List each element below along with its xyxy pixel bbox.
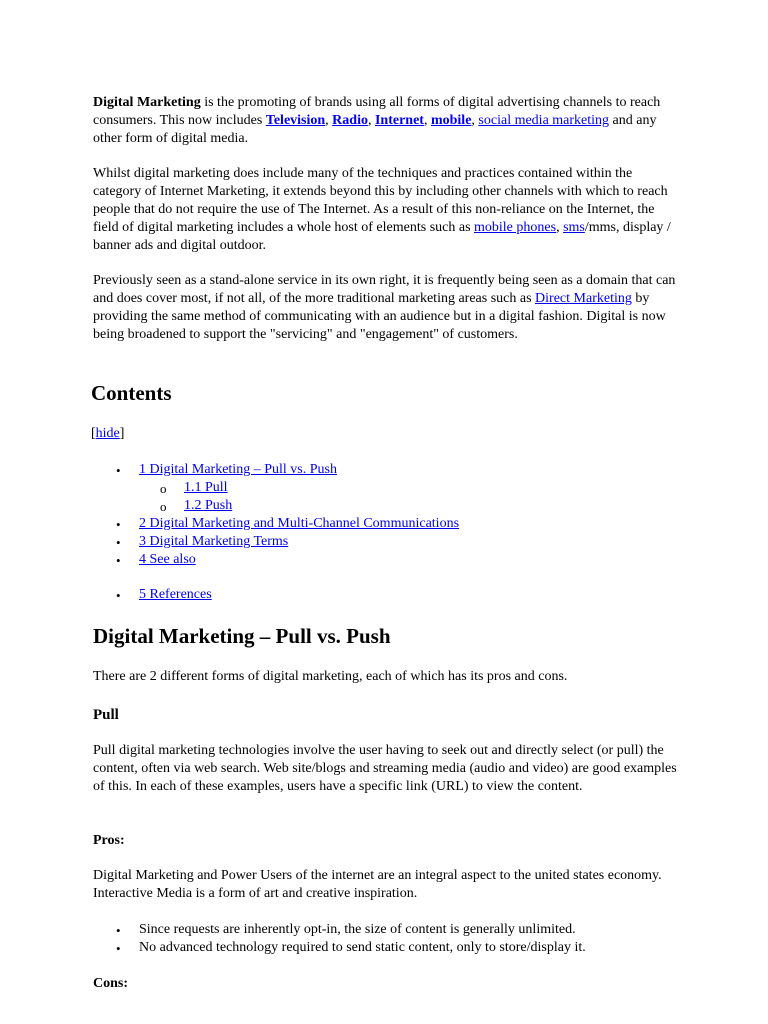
toc-item-pull-vs-push[interactable]: 1 Digital Marketing – Pull vs. Push: [139, 462, 337, 477]
link-internet[interactable]: Internet: [374, 113, 424, 128]
pull-description: Pull digital marketing technologies involve the user having to seek out and directly select (or pull) the content, often via web search. Web site/blogs and streaming media (audio and video) are good examples of this. In each of these examples, users have a specific link (URL) to view the content.: [93, 743, 677, 794]
bullet-icon: •: [116, 941, 121, 956]
separator: ,: [367, 113, 375, 128]
cons-title: Cons:: [93, 976, 129, 991]
bullet-icon: •: [116, 553, 121, 568]
intro-paragraph: [93, 94, 683, 148]
intro-text-end: and any other form of digital media.: [93, 113, 657, 146]
para2-text-end: /mms, display / banner ads and digital outdoor.: [93, 220, 671, 253]
link-mobile-phones[interactable]: mobile phones: [474, 220, 557, 235]
link-social-media-marketing[interactable]: social media marketing: [478, 113, 610, 128]
contents-title: Contents: [91, 381, 172, 405]
section-intro: There are 2 different forms of digital marketing, each of which has its pros and cons.: [93, 669, 568, 684]
separator: ,: [556, 220, 564, 235]
separator: ,: [423, 113, 431, 128]
para3-text-end: by providing the same method of communicating with an audience but in a digital fashion. Digital is now being broadened to support the "servicing" and "engagement" of customers.: [93, 291, 666, 342]
subsection-title-pull: Pull: [93, 707, 119, 723]
toc-item-multi-channel[interactable]: 2 Digital Marketing and Multi-Channel Communications: [139, 516, 460, 531]
paragraph-internet-marketing: [93, 165, 683, 255]
separator: ,: [471, 113, 479, 128]
intro-text: is the promoting of brands using all forms of digital advertising channels to reach consumers. This now includes: [93, 95, 661, 128]
circle-bullet-icon: o: [160, 481, 167, 496]
pros-title: Pros:: [93, 833, 125, 848]
intro-term: Digital Marketing: [93, 95, 201, 110]
link-mobile[interactable]: mobile: [430, 113, 472, 128]
bullet-icon: •: [116, 923, 121, 938]
bullet-icon: •: [116, 463, 121, 478]
paragraph-traditional-marketing: [93, 272, 683, 344]
toc-item-see-also[interactable]: 4 See also: [139, 552, 196, 567]
toc-hide-toggle: [91, 425, 124, 443]
link-direct-marketing[interactable]: Direct Marketing: [535, 291, 632, 306]
circle-bullet-icon: o: [160, 499, 167, 514]
toc-item-references[interactable]: 5 References: [139, 587, 212, 602]
pros-bullet-item: No advanced technology required to send static content, only to store/display it.: [139, 940, 586, 955]
section-title-pull-vs-push: Digital Marketing – Pull vs. Push: [93, 624, 391, 648]
bullet-icon: •: [116, 535, 121, 550]
para3-text: Previously seen as a stand-alone service in its own right, it is frequently being seen as a domain that can and does cover most, if not all, of the more traditional marketing areas such as: [93, 273, 676, 306]
separator: ,: [325, 113, 333, 128]
toc-item-push[interactable]: 1.2 Push: [184, 498, 233, 513]
pros-description: Digital Marketing and Power Users of the internet are an integral aspect to the united states economy. Interactive Media is a form of art and creative inspiration.: [93, 868, 662, 901]
pros-bullet-item: Since requests are inherently opt-in, the size of content is generally unlimited.: [139, 922, 576, 937]
hide-link[interactable]: hide: [95, 426, 120, 441]
para2-text: Whilst digital marketing does include many of the techniques and practices contained within the category of Internet Marketing, it extends beyond this by including other channels with which to reach people that do not require the use of The Internet. As a result of this non-reliance on the Internet, the field of digital marketing includes a whole host of elements such as: [93, 166, 668, 235]
bullet-icon: •: [116, 588, 121, 603]
link-radio[interactable]: Radio: [332, 113, 368, 128]
toc-item-terms[interactable]: 3 Digital Marketing Terms: [139, 534, 289, 549]
bullet-icon: •: [116, 517, 121, 532]
link-sms[interactable]: sms: [563, 220, 585, 235]
bracket-open: [: [91, 426, 96, 441]
link-television[interactable]: Television: [265, 113, 326, 128]
toc-item-pull[interactable]: 1.1 Pull: [184, 480, 228, 495]
bracket-close: ]: [119, 426, 125, 441]
